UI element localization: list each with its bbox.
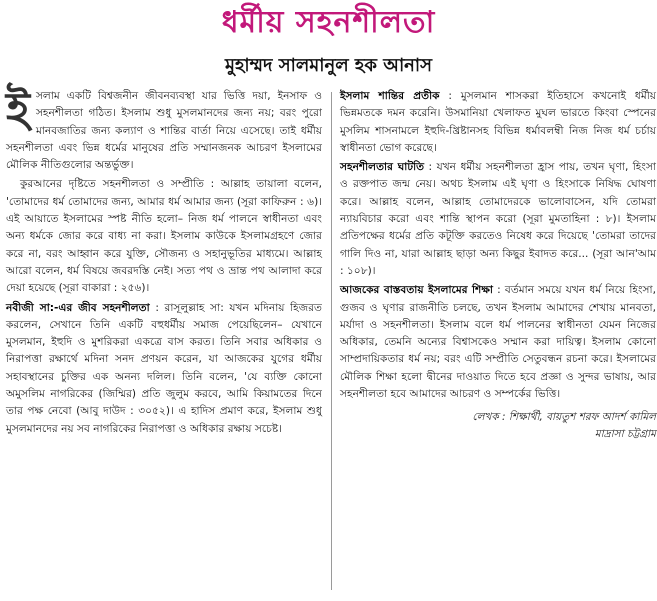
article-author: মুহাম্মদ সালমানুল হক আনাস (224, 55, 433, 76)
right-column (340, 88, 656, 588)
intro-paragraph (6, 82, 322, 174)
author-note (340, 409, 656, 443)
author-note-line2: মাদ্রাসা চট্টগ্রাম (594, 428, 656, 441)
quran-paragraph: কুরআনের দৃষ্টিতে সহনশীলতা ও সম্প্রীতি : আল্লাহ তায়ালা বলেন, 'তোমাদের ধর্ম তোমাদের জন্য, আমার ধর্ম আমার জন্য (সূরা কাফিরুন : ৬)। এই আয়াতে ইসলামের স্পষ্ট নীতি হলো– নিজ ধর্ম পালনে স্বাধীনতা এবং অন্য ধর্মকে জোর করে বাধ্য না করা। ইসলাম কাউকে ইসলামগ্রহণে জোর করে না, বরং আহ্বান করে যুক্তি, সৌজন্য ও সহানুভূতির মাধ্যমে। আল্লাহ আরো বলেন, ধর্ম বিষয়ে জবরদস্তি নেই। সত্য পথ ও ভ্রান্ত পথ আলাদা করে দেয়া হয়েছে (সূরা বাকারা : ২৫৬)। (6, 178, 322, 295)
today-paragraph (340, 282, 656, 403)
author-note-line1: লেখক : শিক্ষার্থী, বায়তুশ শরফ আদর্শ কামিল (472, 411, 656, 424)
article-title: ধর্মীয় সহনশীলতা (221, 5, 436, 40)
nabi-heading: নবীজী সা:-এর জীব সহনশীলতা (6, 301, 150, 314)
dropcap-letter: ই (6, 82, 30, 136)
lack-body: : যখন ধর্মীয় সহনশীলতা হ্রাস পায়, তখন ঘৃণা, হিংসা ও রক্তপাত জন্ম নেয়। অথচ ইসলাম এই ঘৃণা ও হিংসাকে নিষিদ্ধ ঘোষণা করে। আল্লাহ বলেন, আল্লাহ তোমাদেরকে ভালোবাসেন, যদি তোমরা ন্যায়বিচার করো এবং শান্তি স্থাপন করো (সূরা মুমতাহিনা : ৮)। ইসলাম প্রতিপক্ষের ধর্মের প্রতি কটূক্তি করতেও নিষেধ করে দিয়েছে 'তোমরা তাদের গালি দিও না, যারা আল্লাহ ছাড়া অন্য কিছুর ইবাদত করে... (সূরা আন'আম : ১০৮)। (340, 161, 657, 277)
peace-body: : মুসলমান শাসকরা ইতিহাসে কখনোই ধর্মীয় ভিন্নমতকে দমন করেনি। উসমানিয়া খেলাফত মুঘল ভারতে কিংবা স্পেনের মুসলিম শাসনামলে ইহুদি-খ্রিষ্টানসহ বিভিন্ন ধর্মাবলম্বী নিজ নিজ ধর্ম চর্চায় স্বাধীনতা ভোগ করেছে। (340, 90, 656, 154)
today-heading: আজকের বাস্তবতায় ইসলামের শিক্ষা (340, 284, 493, 297)
lack-paragraph (340, 159, 656, 280)
intro-text: সলাম একটি বিশ্বজনীন জীবনব্যবস্থা যার ভিত্তি দয়া, ইনসাফ ও সহনশীলতা গঠিত। ইসলাম শুধু মুসলমানদের জন্য নয়; বরং পুরো মানবজাতির জন্য কল্যাণ ও শান্তির বার্তা নিয়ে এসেছে। তাই ধর্মীয় সহনশীলতা এবং ভিন্ন ধর্মের মানুষের প্রতি সম্মানজনক আচরণ ইসলামের মৌলিক নীতিগুলোর অন্তর্ভুক্ত। (6, 90, 322, 172)
lack-heading: সহনশীলতার ঘাটতি (340, 161, 425, 174)
today-body: : বর্তমান সময়ে যখন ধর্ম নিয়ে হিংসা, গুজব ও ঘৃণার রাজনীতি চলছে, তখন ইসলাম আমাদের শেখায় মানবতা, মর্যাদা ও সহনশীলতা। ইসলাম বলে ধর্ম পালনের স্বাধীনতা যেমন নিজের অধিকার, তেমনি অন্যের বিশ্বাসকেও সম্মান করা দায়িত্ব। ইসলাম কোনো সাম্প্রদায়িকতার ধর্ম নয়; বরং এটি সম্প্রীতি সেতুবন্ধন রচনা করে। ইসলামের মৌলিক শিক্ষা হলো দ্বীনের দাওয়াত দিতে হবে প্রজ্ঞা ও সুন্দর ভাষায়, আর সহনশীলতা হবে আমাদের আচরণ ও সম্পর্কের ভিত্তি। (340, 284, 656, 401)
left-column (6, 82, 322, 588)
peace-paragraph (340, 88, 656, 157)
nabi-body: : রাসূলুল্লাহ সা: যখন মদিনায় হিজরত করলেন, সেখানে তিনি একটি বহুধর্মীয় সমাজ পেয়েছিলেন– যেখানে মুসলমান, ইহুদি ও মুশরিকরা একত্রে বাস করত। তিনি সবার অধিকার ও নিরাপত্তা রক্ষার্থে মদিনা সনদ প্রণয়ন করেন, যা আজকের যুগের ধর্মীয় সহাবস্থানের চুক্তির এক অনন্য দলিল। তিনি বলেন, 'যে ব্যক্তি কোনো অমুসলিম নাগরিকের (জিম্মির) প্রতি জুলুম করবে, আমি কিয়ামতের দিনে তার পক্ষ নেবো (আবু দাউদ : ৩০৫২)। এ হাদিস প্রমাণ করে, ইসলাম শুধু মুসলমানদের নয় সব নাগরিকের নিরাপত্তা ও অধিকার রক্ষায় সচেষ্ট। (6, 301, 322, 435)
column-divider (331, 92, 332, 590)
peace-heading: ইসলাম শান্তির প্রতীক (340, 90, 440, 102)
nabi-paragraph (6, 300, 322, 438)
